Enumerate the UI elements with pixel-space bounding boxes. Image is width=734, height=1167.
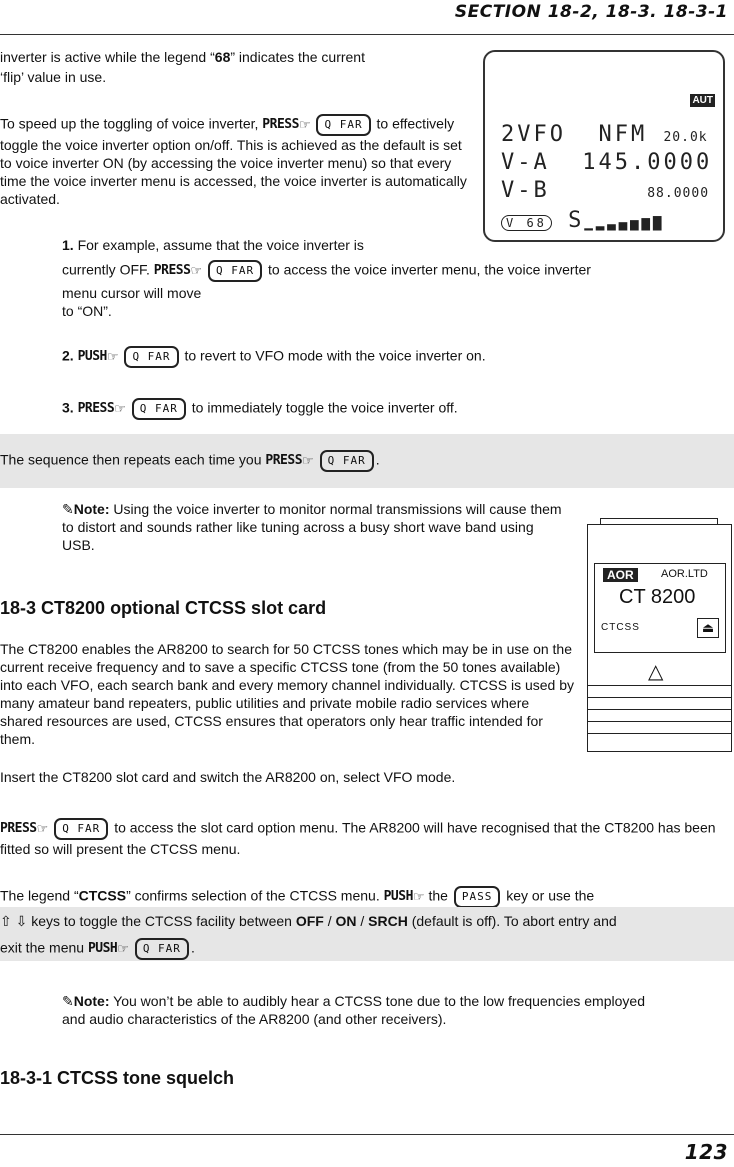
- lcd-line-1: 2VFO NFM 20.0k: [501, 122, 708, 147]
- q-far-key: Q FAR: [316, 114, 370, 136]
- card-groove: [588, 685, 731, 686]
- bottom-rule: [0, 1134, 734, 1135]
- hand-icon: ☞: [106, 349, 119, 364]
- card-sub: CTCSS: [601, 622, 640, 633]
- section-18-3-heading: 18-3 CT8200 optional CTCSS slot card: [0, 598, 327, 618]
- step-3: 3. PRESS☞ Q FAR to immediately toggle the voice inverter off.: [62, 398, 722, 420]
- step-2: 2. PUSH☞ Q FAR to revert to VFO mode with the voice inverter on.: [62, 346, 722, 368]
- card-groove: [588, 709, 731, 710]
- section-18-3-1-heading: 18-3-1 CTCSS tone squelch: [0, 1068, 235, 1088]
- lcd-line-4: V 68 S▁▂▃▄▅▆▇: [501, 208, 664, 233]
- q-far-key: Q FAR: [320, 450, 374, 472]
- note-2: ✎Note: You won’t be able to audibly hear a CTCSS tone due to the low frequencies employed and audio characteristics of the AR8200 (and other receivers).: [62, 993, 645, 1027]
- hand-icon: ☞: [114, 401, 126, 416]
- hand-icon: ☞: [298, 117, 311, 132]
- triangle-icon: △: [648, 661, 664, 683]
- lcd-display: [483, 50, 725, 242]
- step-1-a: 1. For example, assume that the voice inverter is: [62, 237, 364, 253]
- pass-key: PASS: [454, 886, 501, 908]
- aor-logo: AOR: [603, 568, 638, 582]
- page-number: 123: [684, 1140, 728, 1164]
- step-1-c: menu cursor will move: [62, 285, 202, 301]
- q-far-key: Q FAR: [135, 938, 189, 960]
- lcd-line-3: V-B 88.0000: [501, 178, 710, 203]
- lcd-line-2: V-A 145.0000: [501, 150, 713, 175]
- access-para: PRESS☞ Q FAR to access the slot card option menu. The AR8200 will have recognised that the CT8200 has been fitted so will present the CTCSS menu.: [0, 819, 716, 857]
- note-1: ✎Note: Using the voice inverter to monitor normal transmissions will cause them to distort and sounds rather like tuning across a busy short wave band using USB.: [62, 501, 562, 553]
- toggle-line: ⇧ ⇩ keys to toggle the CTCSS facility between OFF / ON / SRCH (default is off). To abort entry and: [0, 913, 617, 929]
- top-rule: [0, 34, 734, 35]
- card-groove: [588, 697, 731, 698]
- ct8200-para: The CT8200 enables the AR8200 to search for 50 CTCSS tones which may be in use on the current receive frequency and to save a specific CTCSS tone (from the 50 tones available) into each VFO, each search bank and every memory channel individually. CTCSS is used by many amateur band repeaters, public utilities and private mobile radio services where shared resources are used, CTCSS ensures that operators only hear traffic intended for them.: [0, 641, 575, 747]
- insert-line: Insert the CT8200 slot card and switch the AR8200 on, select VFO mode.: [0, 769, 456, 785]
- step-1-b: currently OFF. PRESS☞ Q FAR to access the voice inverter menu, the voice inverter: [62, 260, 722, 282]
- q-far-key: Q FAR: [208, 260, 262, 282]
- note-icon: ✎: [62, 993, 74, 1009]
- card-model: CT 8200: [619, 586, 696, 608]
- aut-badge: AUT: [692, 95, 713, 106]
- intro-line-2: ‘flip’ value in use.: [0, 69, 107, 85]
- press-keyword: PRESS: [262, 117, 299, 132]
- eject-icon: ⏏: [697, 618, 719, 638]
- hand-icon: ☞: [302, 453, 314, 468]
- hand-icon: ☞: [117, 941, 129, 956]
- hand-icon: ☞: [412, 889, 425, 904]
- hand-icon: ☞: [36, 821, 49, 836]
- arrow-keys-icon: ⇧ ⇩: [0, 913, 28, 929]
- q-far-key: Q FAR: [124, 346, 178, 368]
- hand-icon: ☞: [190, 263, 203, 278]
- sequence-text: The sequence then repeats each time you PRESS☞ Q FAR .: [0, 450, 700, 472]
- card-groove: [588, 721, 731, 722]
- step-1-d: to “ON”.: [62, 303, 112, 319]
- legend-line: The legend “CTCSS” confirms selection of the CTCSS menu. PUSH☞ the PASS key or use the: [0, 886, 725, 908]
- speed-para: To speed up the toggling of voice inverter, PRESS☞ Q FAR to effectively toggle the voice inverter option on/off. This is achieved as the default is set to voice inverter ON (by accessing the voice inverter menu) so that every time the voice inverter menu is accessed, the voice inverter is automatically activated.: [0, 115, 467, 207]
- card-label: [594, 563, 726, 653]
- section-header: SECTION 18-2, 18-3. 18-3-1: [454, 2, 728, 22]
- aor-ltd: AOR.LTD: [661, 568, 708, 580]
- q-far-key: Q FAR: [132, 398, 186, 420]
- card-groove: [588, 733, 731, 734]
- intro-line-1: inverter is active while the legend “68” indicates the current: [0, 49, 365, 65]
- note-icon: ✎: [62, 501, 74, 517]
- q-far-key: Q FAR: [54, 818, 108, 840]
- exit-line: exit the menu PUSH☞ Q FAR .: [0, 938, 725, 960]
- ct8200-card: [587, 524, 732, 752]
